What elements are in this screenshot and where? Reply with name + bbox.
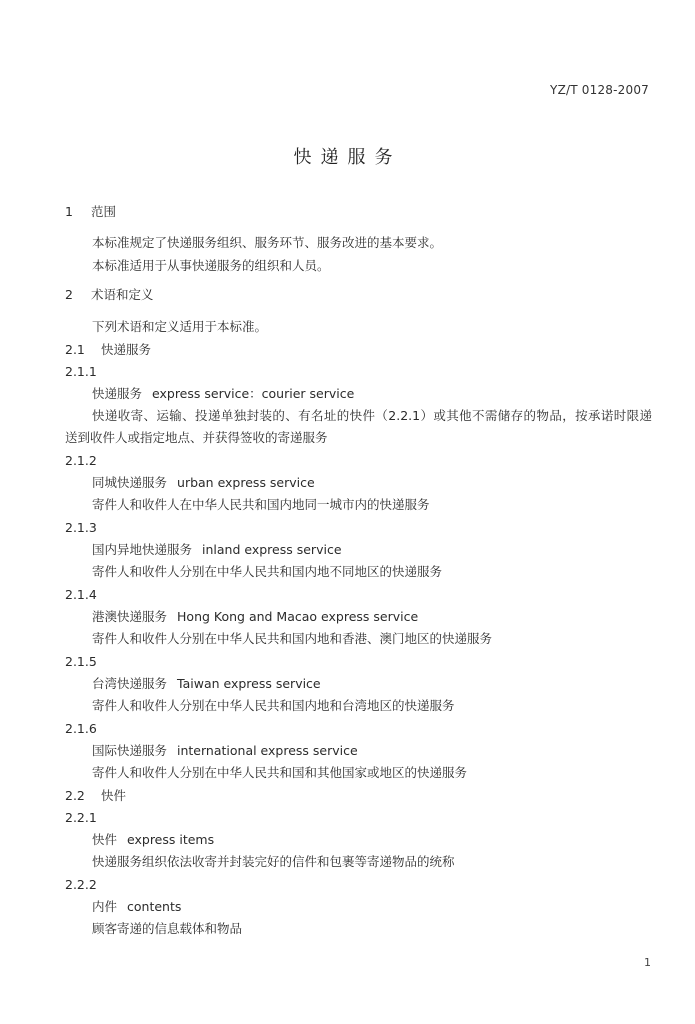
- term-number: 2.2.2: [65, 877, 97, 892]
- term-number: 2.2.1: [65, 810, 97, 825]
- term-chinese: 国际快递服务: [92, 743, 168, 758]
- term-line: [92, 609, 418, 625]
- term-line: [92, 743, 358, 759]
- definition-line: 寄件人和收件人分别在中华人民共和国内地和台湾地区的快递服务: [92, 698, 455, 713]
- subsection-title: 快递服务: [100, 342, 151, 357]
- term-number: 2.1.5: [65, 654, 97, 669]
- page-number: 1: [644, 956, 651, 969]
- section-1-heading: [65, 204, 116, 220]
- section-title: 范围: [90, 204, 116, 219]
- term-english: Hong Kong and Macao express service: [177, 609, 419, 624]
- section-2-heading: [65, 287, 154, 303]
- section-number: 1: [65, 204, 73, 219]
- term-english: contents: [127, 899, 182, 914]
- term-chinese: 国内异地快递服务: [92, 542, 193, 557]
- paragraph: 本标准规定了快递服务组织、服务环节、服务改进的基本要求。: [92, 235, 443, 250]
- definition-line: 寄件人和收件人分别在中华人民共和国内地不同地区的快递服务: [92, 564, 443, 579]
- term-number: 2.1.1: [65, 364, 97, 379]
- section-title: 术语和定义: [90, 287, 154, 302]
- term-chinese: 快递服务: [92, 386, 143, 401]
- term-line: [92, 899, 181, 915]
- term-english: express service：courier service: [152, 386, 355, 401]
- paragraph: 下列术语和定义适用于本标准。: [92, 319, 268, 334]
- term-number: 2.1.2: [65, 453, 97, 468]
- term-line: [92, 386, 354, 402]
- term-english: urban express service: [177, 475, 315, 490]
- subsection-2-2-heading: [65, 788, 126, 804]
- term-chinese: 内件: [92, 899, 118, 914]
- term-line: [92, 676, 321, 692]
- subsection-title: 快件: [100, 788, 126, 803]
- definition-line: 快递收寄、运输、投递单独封装的、有名址的快件（2.2.1）或其他不需储存的物品，按承诺时限递: [92, 408, 652, 423]
- term-chinese: 同城快递服务: [92, 475, 168, 490]
- term-chinese: 快件: [92, 832, 118, 847]
- definition-line: 寄件人和收件人在中华人民共和国内地同一城市内的快递服务: [92, 497, 430, 512]
- term-line: [92, 832, 214, 848]
- term-number: 2.1.6: [65, 721, 97, 736]
- definition-line: 寄件人和收件人分别在中华人民共和国和其他国家或地区的快递服务: [92, 765, 468, 780]
- definition-line: 送到收件人或指定地点、并获得签收的寄递服务: [65, 430, 328, 445]
- definition-line: 顾客寄递的信息载体和物品: [92, 921, 243, 936]
- subsection-2-1-heading: [65, 342, 151, 358]
- term-english: international express service: [177, 743, 358, 758]
- section-number: 2: [65, 287, 73, 302]
- standard-code: YZ/T 0128-2007: [550, 83, 649, 97]
- term-line: [92, 542, 342, 558]
- term-number: 2.1.4: [65, 587, 97, 602]
- paragraph: 本标准适用于从事快递服务的组织和人员。: [92, 258, 330, 273]
- term-chinese: 港澳快递服务: [92, 609, 168, 624]
- term-english: inland express service: [202, 542, 342, 557]
- definition-line: 寄件人和收件人分别在中华人民共和国内地和香港、澳门地区的快递服务: [92, 631, 493, 646]
- term-english: Taiwan express service: [177, 676, 321, 691]
- subsection-number: 2.2: [65, 788, 85, 803]
- term-line: [92, 475, 315, 491]
- definition-line: 快递服务组织依法收寄并封装完好的信件和包裹等寄递物品的统称: [92, 854, 455, 869]
- term-chinese: 台湾快递服务: [92, 676, 168, 691]
- document-title: 快递服务: [293, 147, 402, 168]
- subsection-number: 2.1: [65, 342, 85, 357]
- term-number: 2.1.3: [65, 520, 97, 535]
- term-english: express items: [127, 832, 215, 847]
